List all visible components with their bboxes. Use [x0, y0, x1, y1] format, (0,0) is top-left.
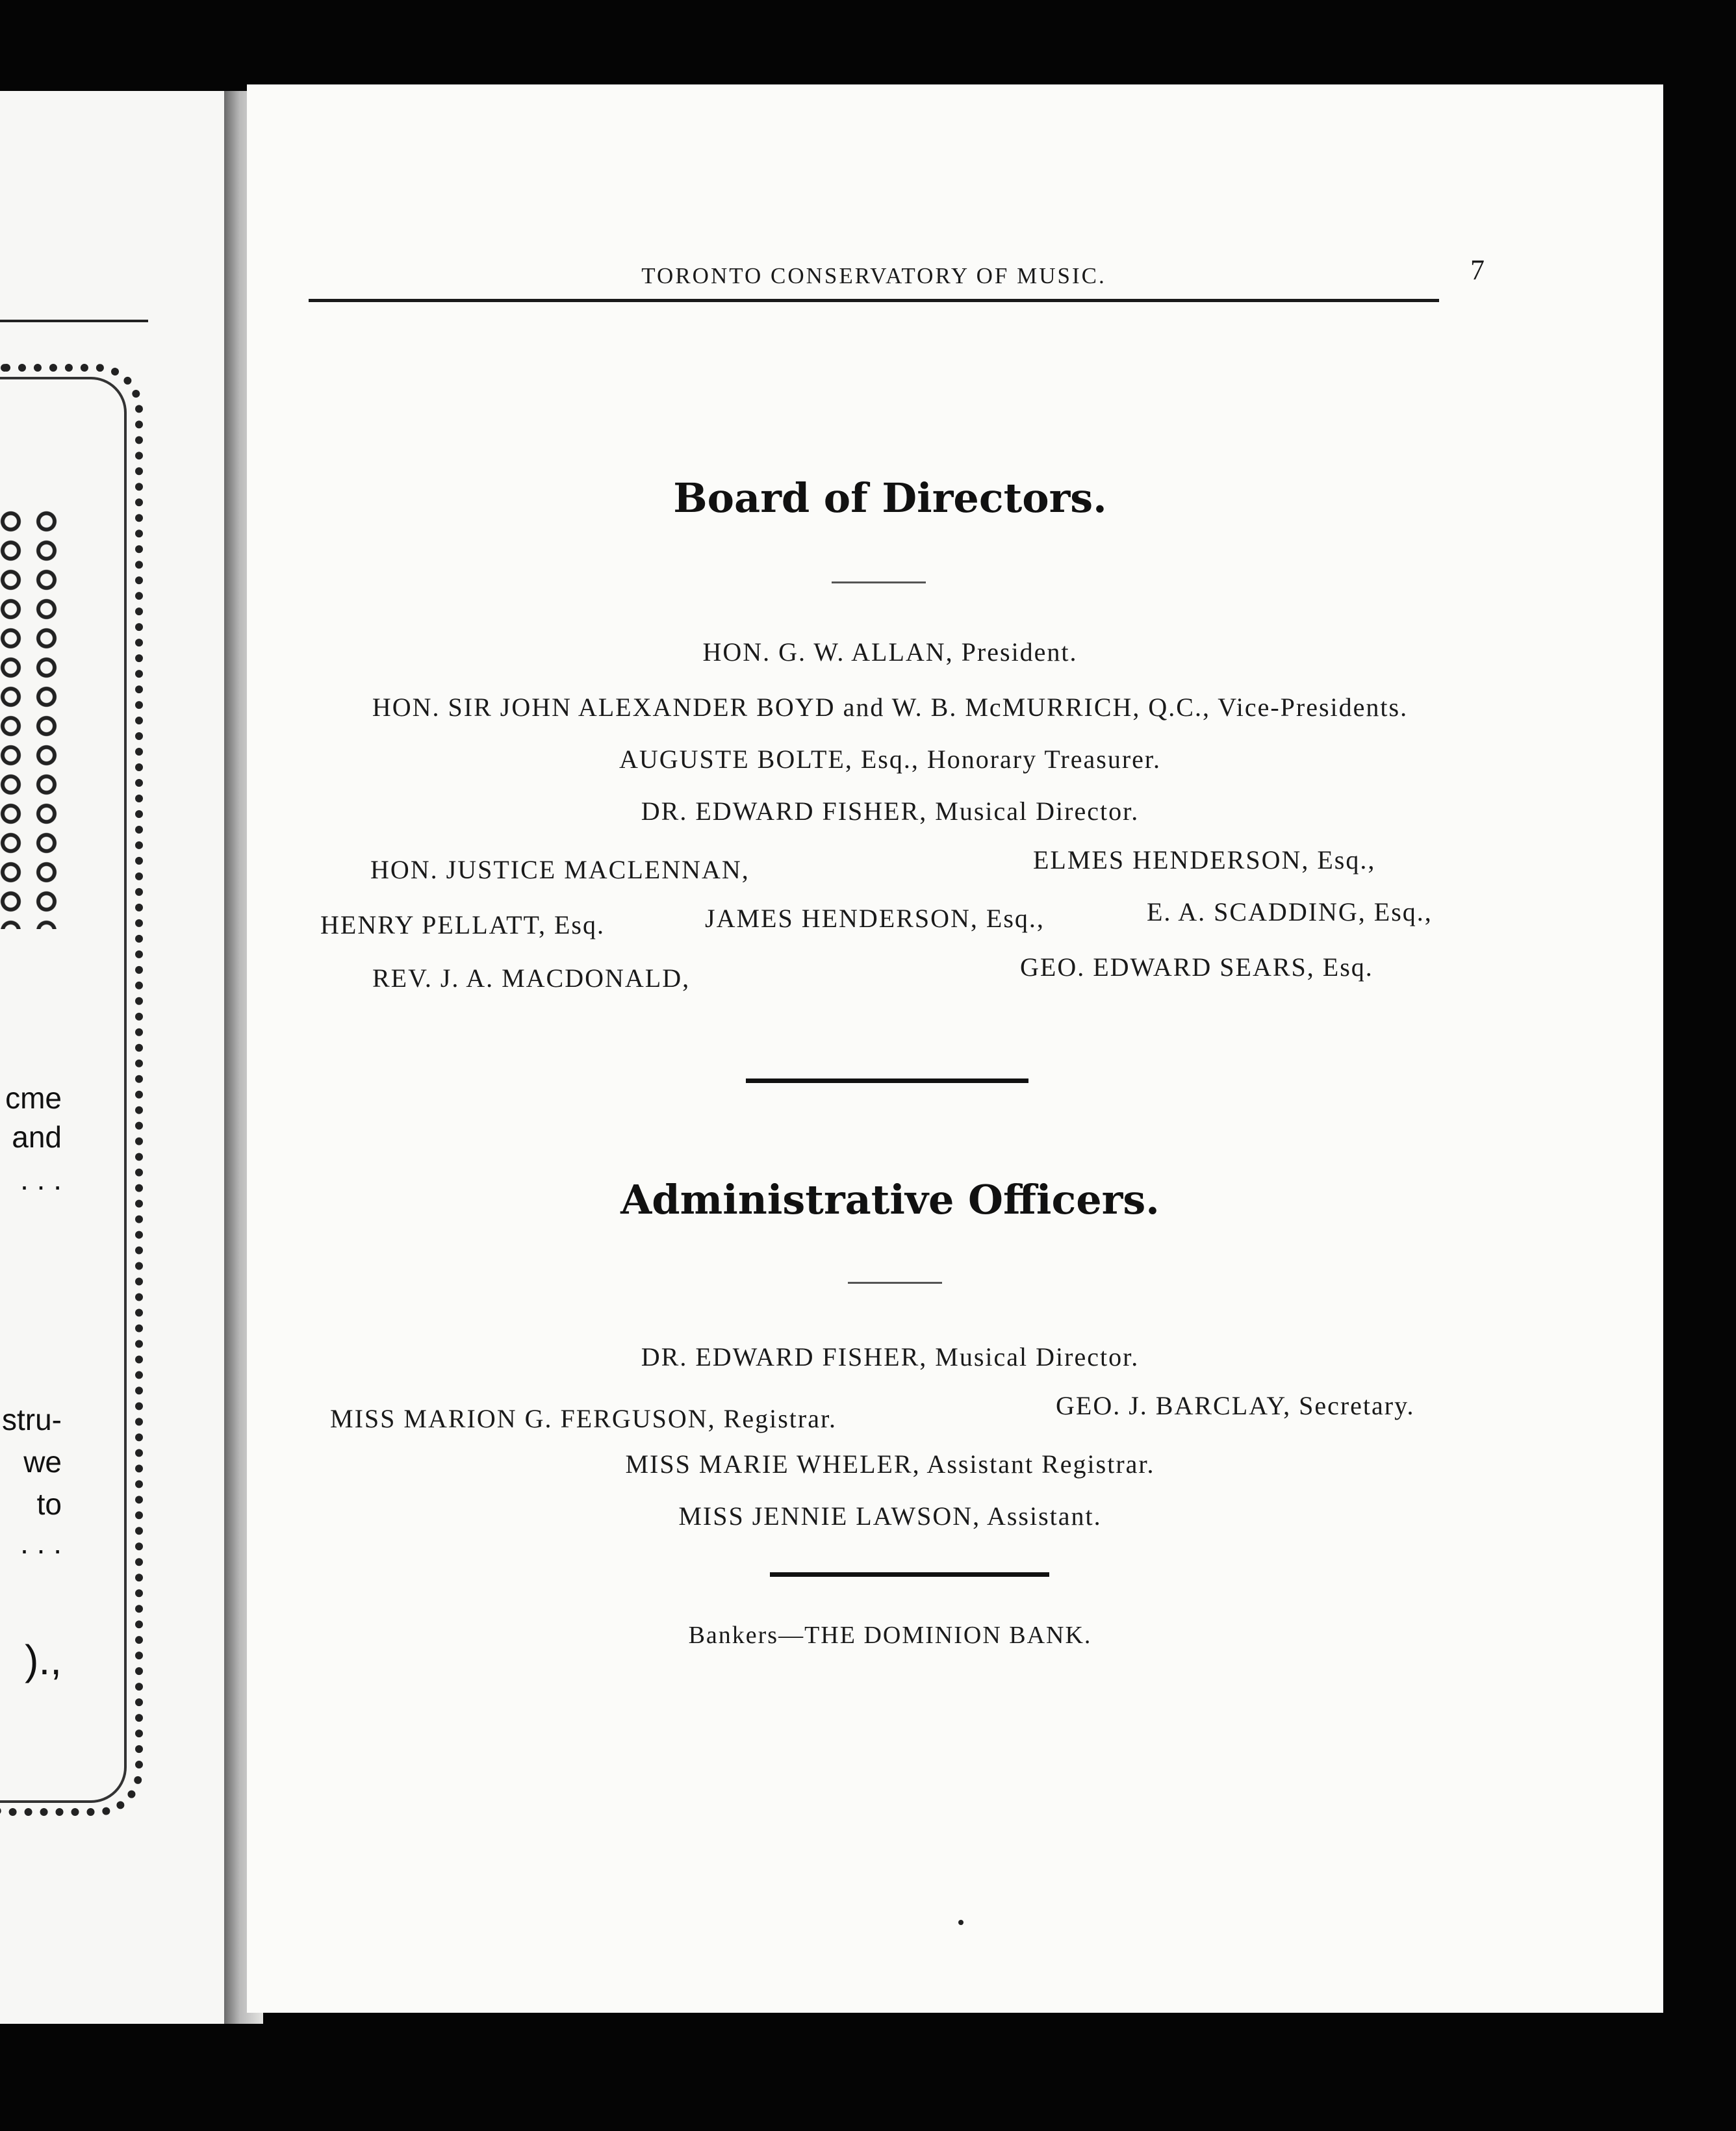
left-page-rule	[0, 320, 148, 322]
left-fragment-text: . . .	[20, 1162, 62, 1196]
officer-secretary: GEO. J. BARCLAY, Secretary.	[1056, 1391, 1415, 1420]
left-fragment-text: cme	[5, 1081, 62, 1115]
board-member: ELMES HENDERSON, Esq.,	[1033, 845, 1376, 874]
board-president: HON. G. W. ALLAN, President.	[702, 637, 1078, 667]
page-sheet	[247, 84, 1663, 2013]
board-treasurer: AUGUSTE BOLTE, Esq., Honorary Treasurer.	[619, 745, 1162, 774]
section-divider	[746, 1078, 1028, 1083]
board-heading: Board of Directors.	[673, 474, 1107, 522]
officer-assistant-registrar: MISS MARIE WHELER, Assistant Registrar.	[625, 1449, 1155, 1479]
board-member: HON. JUSTICE MACLENNAN,	[370, 855, 750, 884]
board-member: JAMES HENDERSON, Esq.,	[705, 904, 1045, 933]
board-vice-presidents: HON. SIR JOHN ALEXANDER BOYD and W. B. McMURRICH, Q.C., Vice-Presidents.	[372, 693, 1409, 722]
page-number: 7	[1470, 254, 1485, 286]
header-rule	[309, 299, 1439, 302]
board-heading-rule	[832, 581, 926, 583]
left-fragment-text: . . .	[20, 1526, 62, 1560]
officer-assistant: MISS JENNIE LAWSON, Assistant.	[678, 1501, 1102, 1531]
left-fragment-text: we	[23, 1445, 62, 1479]
left-fragment-text: ).,	[25, 1637, 62, 1683]
officer-musical-director: DR. EDWARD FISHER, Musical Director.	[641, 1342, 1140, 1372]
officer-registrar: MISS MARION G. FERGUSON, Registrar.	[330, 1404, 837, 1433]
board-member: GEO. EDWARD SEARS, Esq.	[1020, 952, 1373, 982]
running-header	[309, 179, 1485, 328]
scroll-ornament-icon	[0, 507, 71, 929]
left-fragment-text: to	[36, 1487, 62, 1521]
board-member: REV. J. A. MACDONALD,	[372, 963, 691, 993]
running-title: TORONTO CONSERVATORY OF MUSIC.	[641, 263, 1106, 288]
officers-heading-rule	[848, 1282, 942, 1284]
left-page-fragment	[0, 91, 224, 2024]
left-fragment-text: stru-	[2, 1403, 62, 1436]
officers-heading: Administrative Officers.	[620, 1176, 1160, 1223]
board-musical-director: DR. EDWARD FISHER, Musical Director.	[641, 797, 1140, 826]
left-fragment-text: and	[12, 1120, 62, 1154]
bankers-divider	[770, 1572, 1049, 1577]
bankers-line: Bankers—THE DOMINION BANK.	[688, 1622, 1092, 1649]
board-member: E. A. SCADDING, Esq.,	[1147, 897, 1433, 926]
page-speck	[958, 1920, 964, 1925]
board-member: HENRY PELLATT, Esq.	[320, 910, 605, 939]
